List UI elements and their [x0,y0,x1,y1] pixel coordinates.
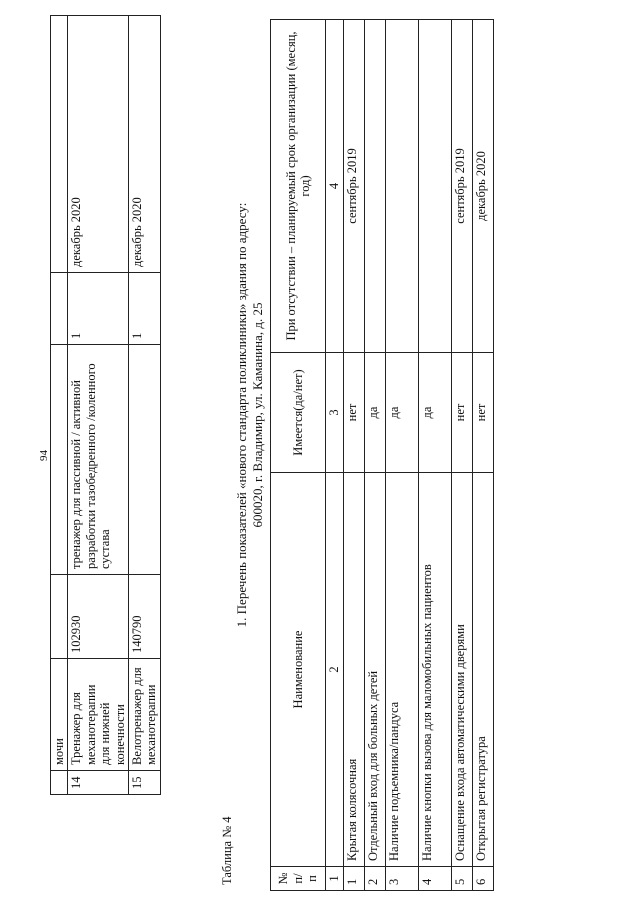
table-row [473,20,494,891]
equipment-name: Велотренажер для механотерапии [128,659,160,771]
column-header: Наименование [271,473,326,867]
column-number: 2 [326,473,344,867]
list-title [234,65,265,765]
equipment-date: декабрь 2020 [128,16,160,273]
row-number: 4 [419,867,452,891]
indicator-name: Крытая колясочная [344,473,365,867]
indicator-term: декабрь 2020 [473,20,494,353]
indicator-term: сентябрь 2019 [344,20,365,353]
row-number: 14 [68,771,129,795]
table-cell [51,345,68,575]
table-cell [51,771,68,795]
row-number: 1 [344,867,365,891]
equipment-date: декабрь 2020 [68,16,129,273]
indicator-presence: да [419,353,452,473]
row-number: 3 [386,867,419,891]
column-number-row [326,20,344,891]
indicator-term [419,20,452,353]
column-number: 1 [326,867,344,891]
indicator-name: Наличие подъемника/пандуса [386,473,419,867]
column-number: 3 [326,353,344,473]
table-row [68,16,129,795]
table-row [51,16,68,795]
table-row [128,16,160,795]
indicator-name: Наличие кнопки вызова для маломобильных пациентов [419,473,452,867]
table-row [419,20,452,891]
indicators-table [270,19,494,891]
column-header: № п/п [271,867,326,891]
indicator-presence: нет [344,353,365,473]
indicator-name: Открытая регистратура [473,473,494,867]
table-row [452,20,473,891]
equipment-code: 102930 [68,575,129,659]
column-header: При отсутствии – планируемый срок организации (месяц, год) [271,20,326,353]
equipment-quantity: 1 [128,273,160,345]
list-title-line: 1. Перечень показателей «нового стандарта поликлиники» здания по адресу: [234,202,249,628]
page-number: 94 [38,450,50,461]
equipment-name: Тренажер для механотерапии для нижней конечности [68,659,129,771]
equipment-description [128,345,160,575]
indicator-name: Отдельный вход для больных детей [365,473,386,867]
indicator-term [365,20,386,353]
indicator-term [386,20,419,353]
table-cell [51,16,68,273]
equipment-quantity: 1 [68,273,129,345]
indicator-presence: нет [473,353,494,473]
table-cell: мочи [51,659,68,771]
column-number: 4 [326,20,344,353]
equipment-description: тренажер для пассивной / активной разработки тазобедренного /коленного сустава [68,345,129,575]
table-cell [51,273,68,345]
list-title-line: 600020, г. Владимир, ул. Каманина, д. 25 [249,302,265,528]
table-row [386,20,419,891]
indicator-presence: да [386,353,419,473]
row-number: 6 [473,867,494,891]
table-cell [51,575,68,659]
indicator-presence: да [365,353,386,473]
equipment-code: 140790 [128,575,160,659]
table-row [344,20,365,891]
row-number: 15 [128,771,160,795]
table-label: Таблица № 4 [220,816,234,885]
row-number: 5 [452,867,473,891]
table-row [365,20,386,891]
table-header-row [271,20,326,891]
equipment-table [50,15,161,795]
row-number: 2 [365,867,386,891]
indicator-presence: нет [452,353,473,473]
indicator-name: Оснащение входа автоматическими дверями [452,473,473,867]
column-header: Имеется(да/нет) [271,353,326,473]
indicator-term: сентябрь 2019 [452,20,473,353]
